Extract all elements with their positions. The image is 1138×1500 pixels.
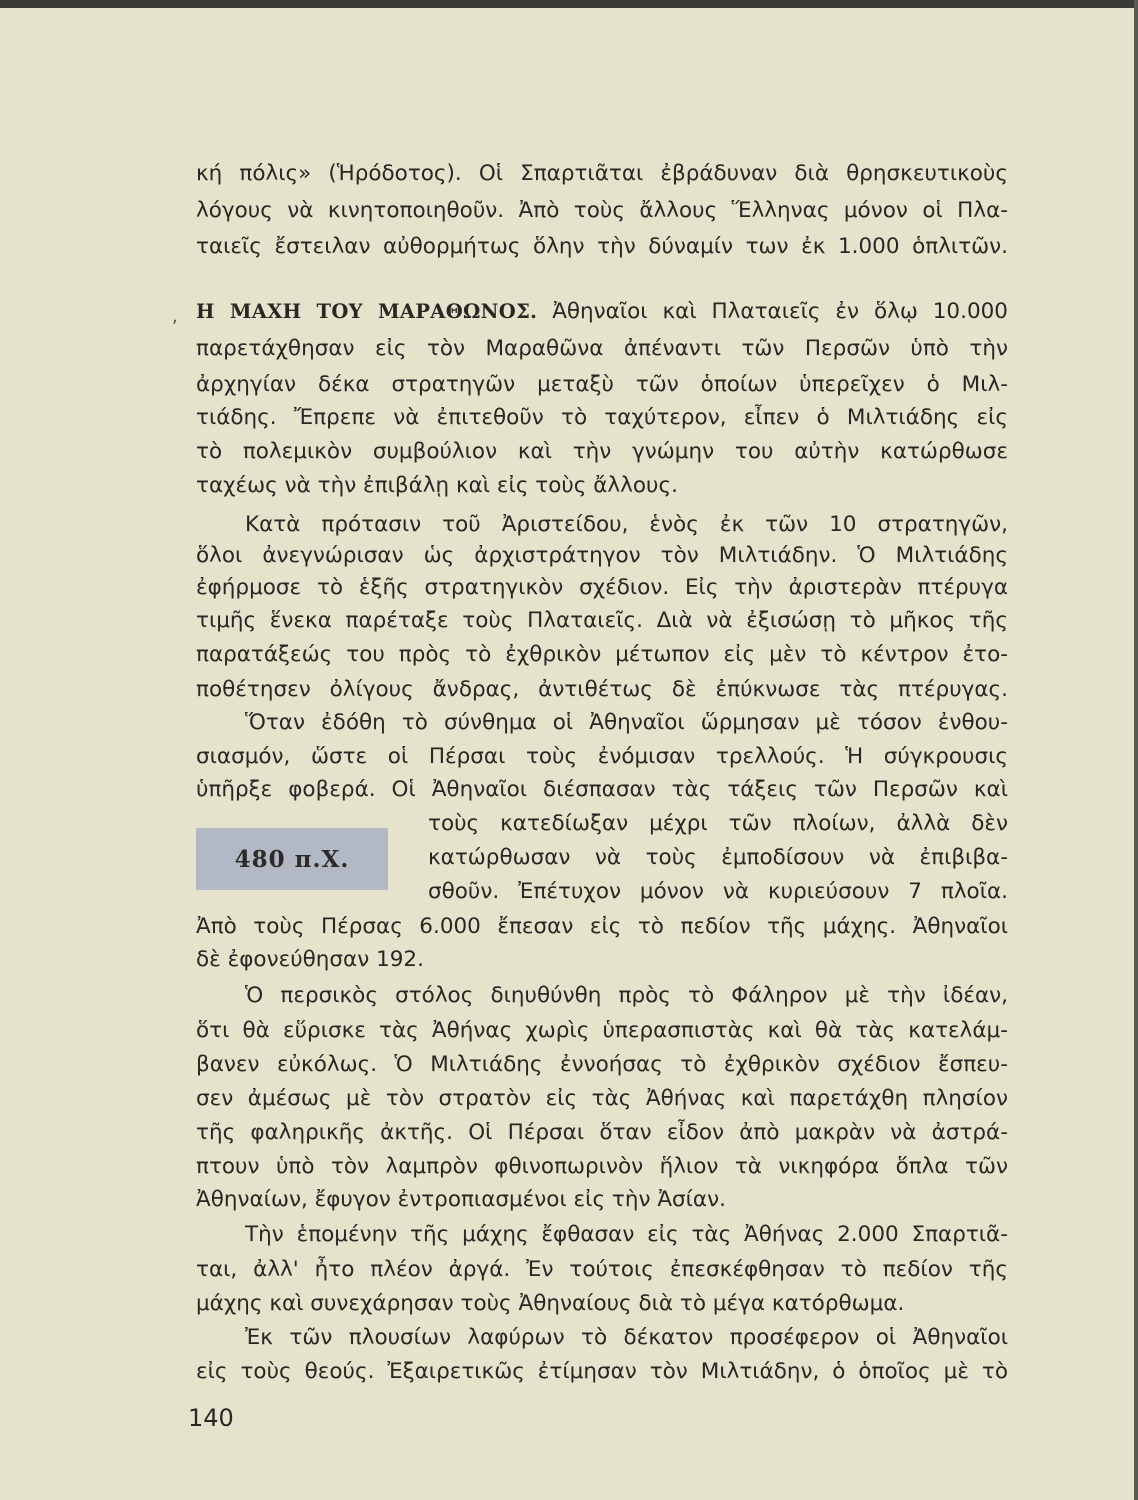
text-line: κατώρθωσαν νὰ τοὺς ἐμποδίσουν νὰ ἐπιβιβα-: [428, 845, 1008, 870]
text-line: Ἀθηναίων, ἔφυγον ἐντροπιασμένοι εἰς τὴν Ἀσίαν.: [196, 1187, 726, 1212]
text-line: λόγους νὰ κινητοποιηθοῦν. Ἀπὸ τοὺς ἄλλους Ἕλληνας μόνον οἱ Πλα-: [196, 198, 1008, 223]
text-line: τῆς φαληρικῆς ἀκτῆς. Οἱ Πέρσαι ὅταν εἶδον ἀπὸ μακρὰν νὰ ἀστρά-: [196, 1120, 1008, 1145]
text-line: τοὺς κατεδίωξαν μέχρι τῶν πλοίων, ἀλλὰ δὲν: [428, 811, 1008, 836]
text-line: βανεν εὐκόλως. Ὁ Μιλτιάδης ἐννοήσας τὸ ἐχθρικὸν σχέδιον ἔσπευ-: [196, 1052, 1008, 1077]
text-line: Ὁ περσικὸς στόλος διηυθύνθη πρὸς τὸ Φάληρον μὲ τὴν ἰδέαν,: [245, 983, 1008, 1008]
margin-note-date: 480 π.Χ.: [234, 845, 350, 873]
text-line: ἀρχηγίαν δέκα στρατηγῶν μεταξὺ τῶν ὁποίων ὑπερεῖχεν ὁ Μιλ-: [196, 372, 1008, 397]
text-line: ταιεῖς ἔστειλαν αὐθορμήτως ὅλην τὴν δύναμίν των ἐκ 1.000 ὁπλιτῶν.: [196, 234, 1008, 259]
text-line: ὅλοι ἀνεγνώρισαν ὡς ἀρχιστράτηγον τὸν Μιλτιάδην. Ὁ Μιλτιάδης: [196, 543, 1008, 568]
text-line: Ὅταν ἐδόθη τὸ σύνθημα οἱ Ἀθηναῖοι ὥρμησαν μὲ τόσον ἐνθου-: [245, 710, 1008, 735]
text-line: σθοῦν. Ἐπέτυχον μόνον νὰ κυριεύσουν 7 πλοῖα.: [428, 879, 1008, 904]
text-span: Ἀθηναῖοι καὶ Πλαταιεῖς ἐν ὅλῳ 10.000: [552, 299, 1008, 324]
text-line: τιμῆς ἕνεκα παρέταξε τοὺς Πλαταιεῖς. Διὰ νὰ ἐξισώσῃ τὸ μῆκος τῆς: [196, 608, 1008, 633]
text-line: παρετάχθησαν εἰς τὸν Μαραθῶνα ἀπέναντι τῶν Περσῶν ὑπὸ τὴν: [196, 336, 1008, 361]
stray-mark: ,: [172, 306, 178, 327]
text-line: ὅτι θὰ εὕρισκε τὰς Ἀθήνας χωρὶς ὑπερασπιστὰς καὶ θὰ τὰς κατελάμ-: [196, 1018, 1008, 1043]
text-line: ται, ἀλλ' ἦτο πλέον ἀργά. Ἐν τούτοις ἐπεσκέφθησαν τὸ πεδίον τῆς: [196, 1257, 1008, 1282]
text-line: ποθέτησεν ὀλίγους ἄνδρας, ἀντιθέτως δὲ ἐπύκνωσε τὰς πτέρυγας.: [196, 677, 1008, 702]
section-heading: Η ΜΑΧΗ ΤΟΥ ΜΑΡΑΘΩΝΟΣ.: [196, 300, 538, 323]
text-line: τὸ πολεμικὸν συμβούλιον καὶ τὴν γνώμην του αὐτὴν κατώρθωσε: [196, 439, 1008, 464]
text-line: πτουν ὑπὸ τὸν λαμπρὸν φθινοπωρινὸν ἥλιον τὰ νικηφόρα ὅπλα τῶν: [196, 1154, 1008, 1179]
text-line: εἰς τοὺς θεούς. Ἐξαιρετικῶς ἐτίμησαν τὸν Μιλτιάδην, ὁ ὁποῖος μὲ τὸ: [196, 1359, 1008, 1384]
text-line: δὲ ἐφονεύθησαν 192.: [196, 947, 424, 972]
text-line: Τὴν ἑπομένην τῆς μάχης ἔφθασαν εἰς τὰς Ἀθήνας 2.000 Σπαρτιᾶ-: [245, 1222, 1008, 1247]
page-number: 140: [188, 1404, 234, 1432]
text-line: τιάδης. Ἔπρεπε νὰ ἐπιτεθοῦν τὸ ταχύτερον, εἶπεν ὁ Μιλτιάδης εἰς: [196, 405, 1008, 430]
text-line: Κατὰ πρότασιν τοῦ Ἀριστείδου, ἑνὸς ἐκ τῶν 10 στρατηγῶν,: [245, 512, 1008, 537]
text-line: κή πόλις» (Ἡρόδοτος). Οἱ Σπαρτιᾶται ἐβράδυναν διὰ θρησκευτικοὺς: [196, 161, 1008, 186]
text-line: Ἐκ τῶν πλουσίων λαφύρων τὸ δέκατον προσέφερον οἱ Ἀθηναῖοι: [245, 1325, 1008, 1350]
text-line: ταχέως νὰ τὴν ἐπιβάλῃ καὶ εἰς τοὺς ἄλλους.: [196, 473, 678, 498]
text-line: παρατάξεώς του πρὸς τὸ ἐχθρικὸν μέτωπον εἰς μὲν τὸ κέντρον ἐτο-: [196, 642, 1008, 667]
margin-note-box: [196, 828, 388, 890]
text-line: σιασμόν, ὥστε οἱ Πέρσαι τοὺς ἐνόμισαν τρελλούς. Ἡ σύγκρουσις: [196, 744, 1008, 769]
text-line: μάχης καὶ συνεχάρησαν τοὺς Ἀθηναίους διὰ τὸ μέγα κατόρθωμα.: [196, 1291, 905, 1316]
section-heading-line: [196, 296, 1008, 328]
text-line: ἐφήρμοσε τὸ ἑξῆς στρατηγικὸν σχέδιον. Εἰς τὴν ἀριστερὰν πτέρυγα: [196, 575, 1008, 600]
text-line: ὑπῆρξε φοβερά. Οἱ Ἀθηναῖοι διέσπασαν τὰς τάξεις τῶν Περσῶν καὶ: [196, 777, 1008, 802]
text-line: Ἀπὸ τοὺς Πέρσας 6.000 ἔπεσαν εἰς τὸ πεδίον τῆς μάχης. Ἀθηναῖοι: [196, 914, 1008, 939]
text-line: σεν ἀμέσως μὲ τὸν στρατὸν εἰς τὰς Ἀθήνας καὶ παρετάχθη πλησίον: [196, 1086, 1008, 1111]
